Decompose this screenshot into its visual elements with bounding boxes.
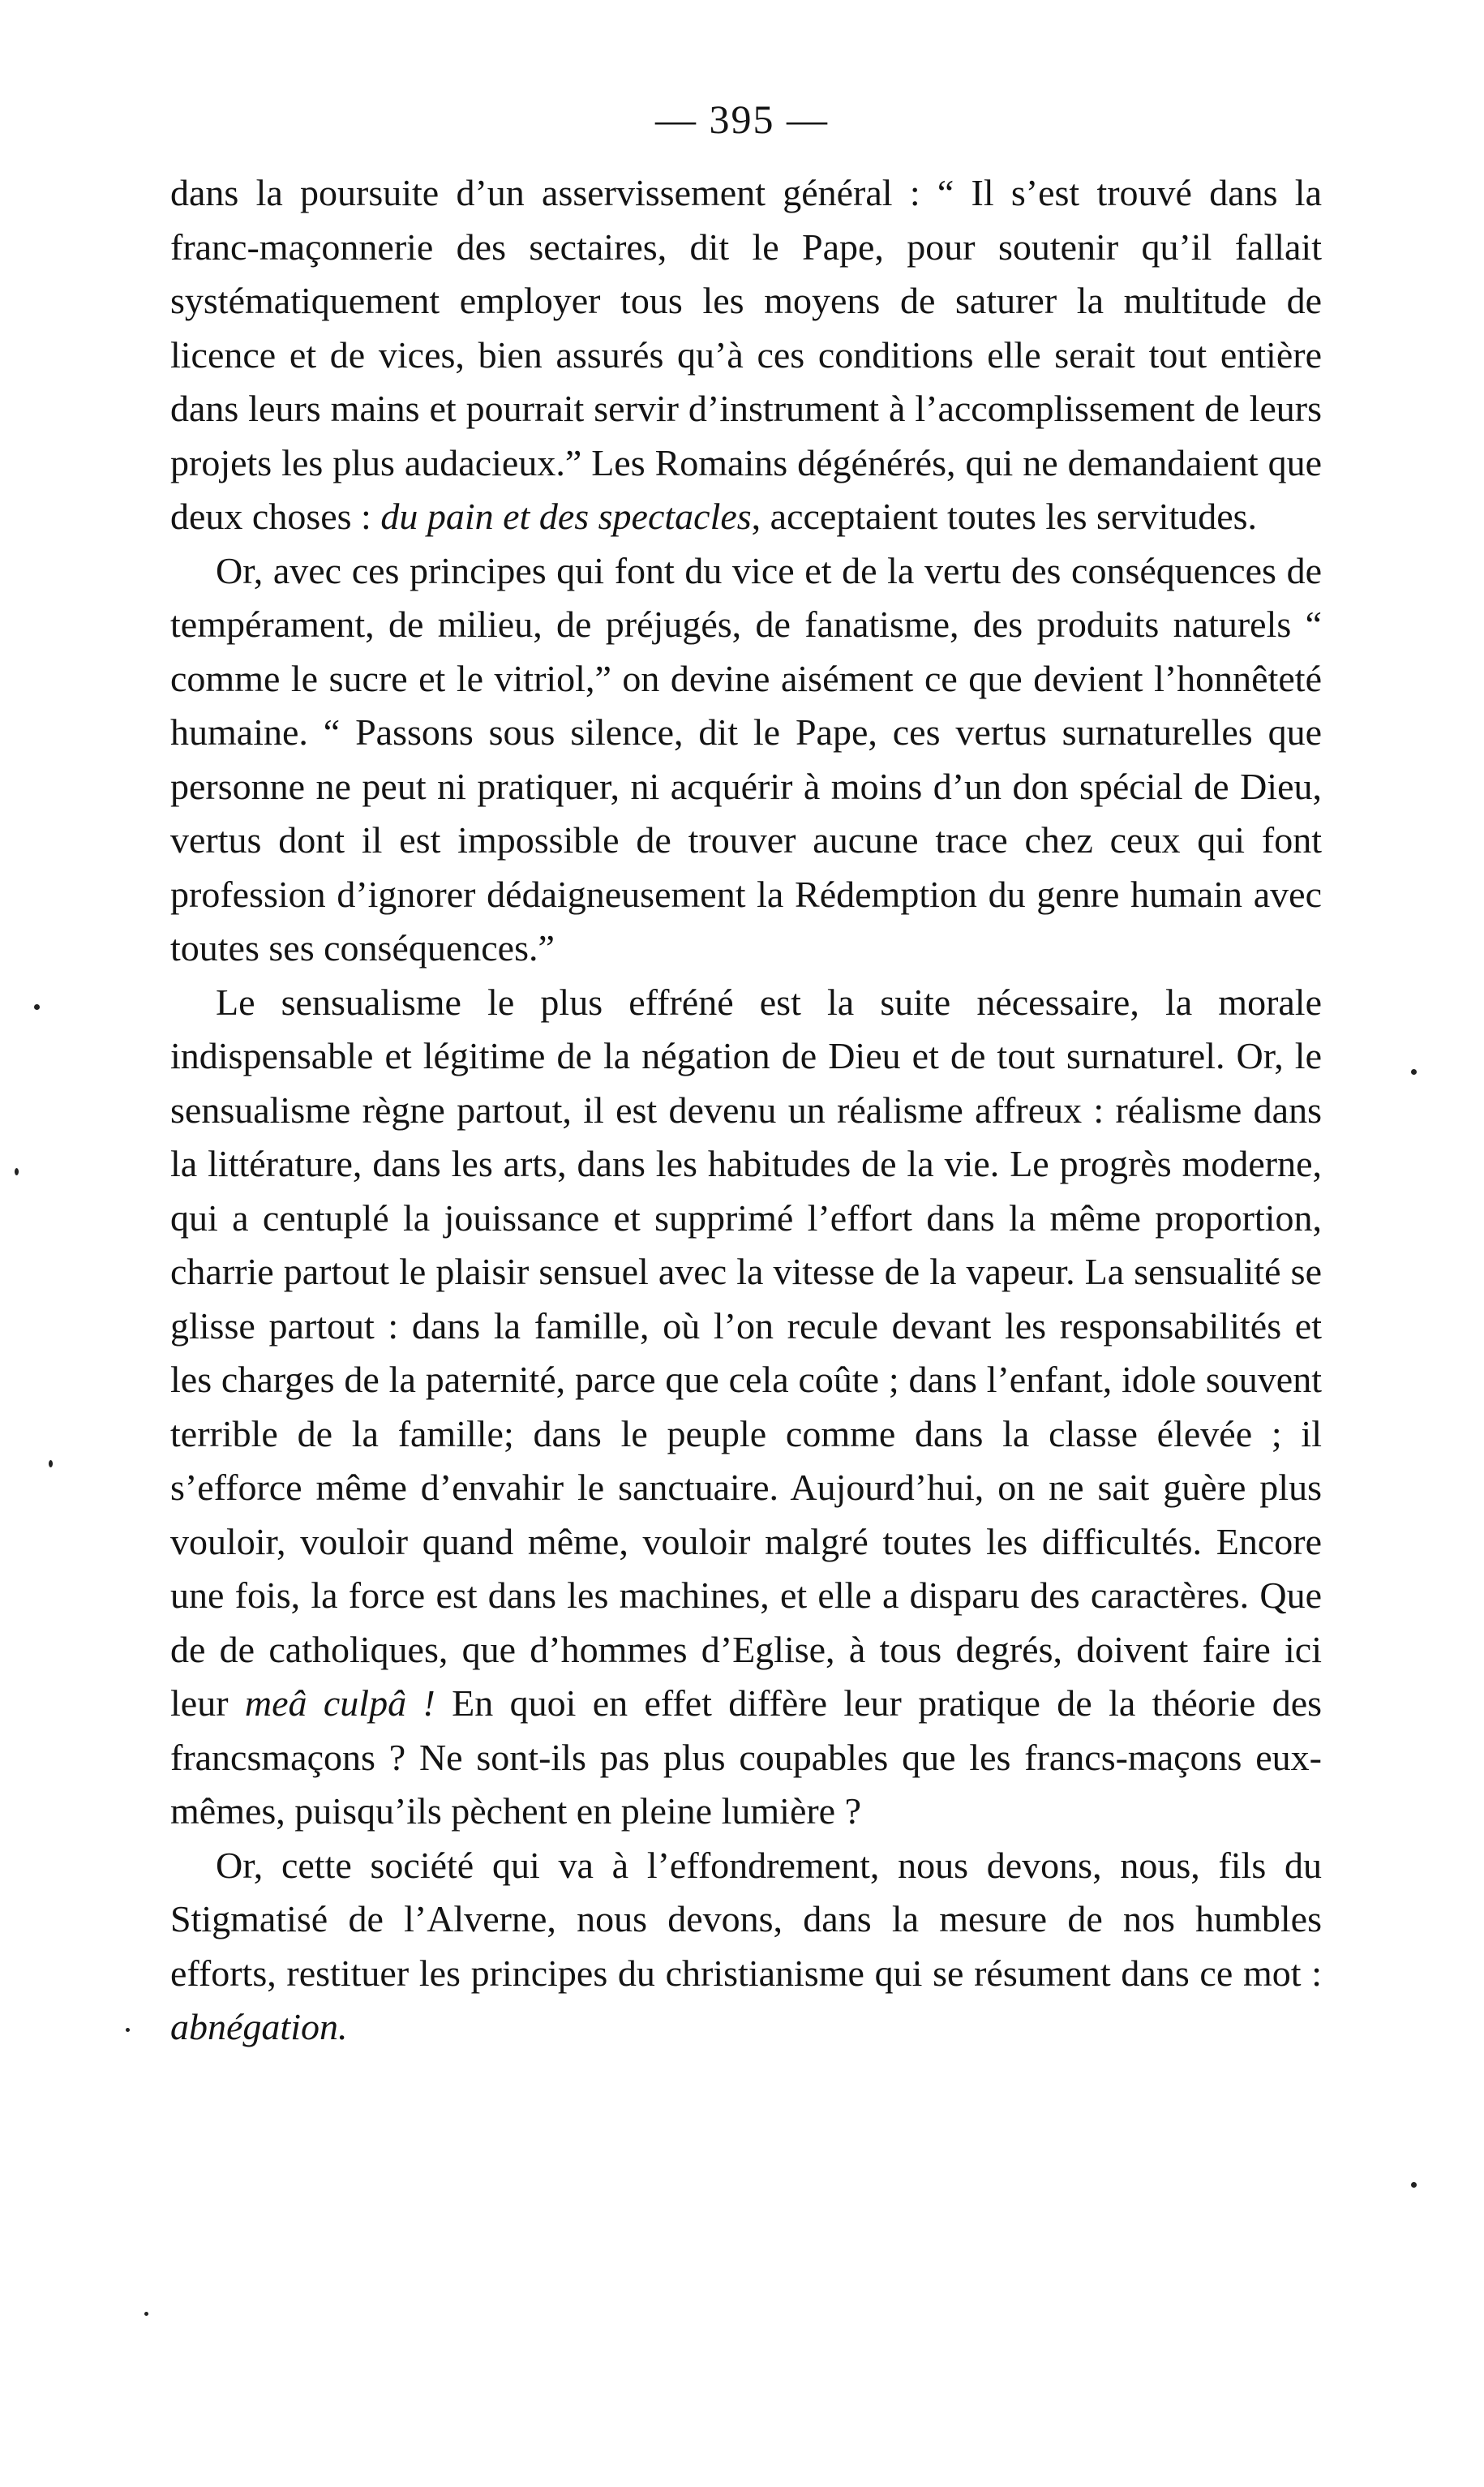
page-number: — 395 —	[655, 97, 829, 142]
body-text	[170, 166, 1322, 2055]
paragraph-text: En quoi en effet diffère leur pratique de la théorie des francsmaçons ? Ne sont-ils pas plus coupables que les francs-maçons eux-mêmes, puisqu’ils pèchent en pleine lumière ?	[170, 1682, 1323, 1832]
scan-speck	[1411, 2182, 1417, 2188]
paragraph	[170, 166, 1322, 544]
paragraph-text: dans la poursuite d’un asservissement général : “ Il s’est trouvé dans la franc-maçonnerie des sectaires, dit le Pape, pour soutenir qu’il fallait systématiquement employer tous les moyens de saturer la multitude de licence et de vices, bien assurés qu’à ces conditions elle serait tout entière dans leurs mains et pourrait servir d’instrument à l’accomplissement de leurs projets les plus audacieux.” Les Romains dégénérés, qui ne demandaient que deux choses :	[170, 172, 1322, 537]
paragraph	[170, 1839, 1322, 2055]
scan-speck	[49, 1460, 53, 1467]
scan-speck	[34, 1004, 40, 1010]
italic-phrase: du pain et des spectacles	[380, 496, 752, 537]
scan-speck	[1411, 1069, 1417, 1075]
paragraph	[170, 976, 1322, 1839]
italic-phrase: meâ culpâ !	[244, 1682, 435, 1724]
paragraph-text: Or, avec ces principes qui font du vice et de la vertu des conséquences de tempérament, de milieu, de préjugés, de fanatisme, des produits naturels “ comme le sucre et le vitriol,” on devine aisément ce que devient l’honnêteté humaine. “ Passons sous silence, dit le Pape, ces vertus surnaturelles que personne ne peut ni pratiquer, ni acquérir à moins d’un don spécial de Dieu, vertus dont il est impossible de trouver aucune trace chez ceux qui font profession d’ignorer dédaigneusement la Rédemption du genre humain avec toutes ses conséquences.”	[170, 549, 1322, 969]
paragraph	[170, 544, 1322, 976]
scan-speck	[126, 2028, 130, 2032]
scan-speck	[15, 1168, 19, 1175]
paragraph-text: Le sensualisme le plus effréné est la suite nécessaire, la morale indispensable et légitime de la négation de Dieu et de tout surnaturel. Or, le sensualisme règne partout, il est devenu un réalisme affreux : réalisme dans la littérature, dans les arts, dans les habitudes de la vie. Le progrès moderne, qui a centuplé la jouissance et supprimé l’effort dans la même proportion, charrie partout le plaisir sensuel avec la vitesse de la vapeur. La sensualité se glisse partout : dans la famille, où l’on recule devant les responsabilités et les charges de la paternité, parce que cela coûte ; dans l’enfant, idole souvent terrible de la famille; dans le peuple comme dans la classe élevée ; il s’efforce même d’envahir le sanctuaire. Aujourd’hui, on ne sait guère plus vouloir, vouloir quand même, vouloir malgré toutes les difficultés. Encore une fois, la force est dans les machines, et elle a disparu des caractères. Que de de catholiques, que d’hommes d’Eglise, à tous degrés, doivent faire ici leur	[170, 981, 1322, 1724]
italic-phrase: abnégation.	[170, 2006, 348, 2047]
scan-speck	[144, 2312, 148, 2316]
paragraph-text: Or, cette société qui va à l’effondrement, nous devons, nous, fils du Stigmatisé de l’Alverne, nous devons, dans la mesure de nos humbles efforts, restituer les principes du christianisme qui se résument dans ce mot :	[170, 1844, 1322, 1994]
paragraph-text: , acceptaient toutes les servitudes.	[751, 496, 1258, 537]
